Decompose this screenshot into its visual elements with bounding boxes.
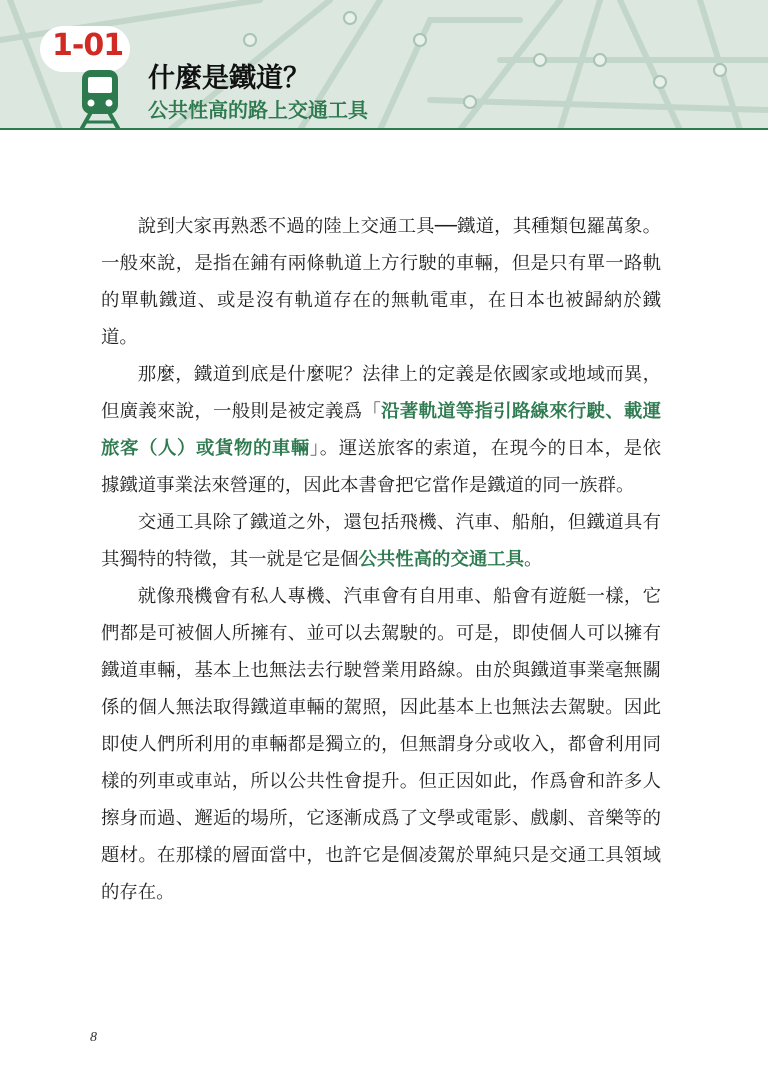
paragraph-4: 就像飛機會有私人專機、汽車會有自用車、船會有遊艇一樣，它們都是可被個人所擁有、並可以去駕駛的。可是，即使個人可以擁有鐵道車輛，基本上也無法去行駛營業用路線。由於與鐵道事業毫無關係的個人無法取得鐵道車輛的駕照，因此基本上也無法去駕駛。因此即使人們所利用的車輛都是獨立的，但無謂身分或收入，都會利用同樣的列車或車站，所以公共性會提升。但正因如此，作爲會和許多人擦身而過、邂逅的場所，它逐漸成爲了文學或電影、戲劇、音樂等的題材。在那樣的層面當中，也許它是個凌駕於單純只是交通工具領域的存在。 — [101, 586, 661, 903]
chapter-header — [0, 0, 768, 130]
highlight-definition: 沿著軌道等指引路線來行駛、載運旅客（人）或貨物的車輛 — [101, 401, 661, 459]
paragraph-1: 說到大家再熟悉不過的陸上交通工具──鐵道，其種類包羅萬象。一般來說，是指在鋪有兩條軌道上方行駛的車輛，但是只有單一路軌的單軌鐵道、或是沒有軌道存在的無軌電車，在日本也被歸納於鐵道。 — [101, 216, 661, 348]
highlight-public-transport: 公共性高的交通工具 — [358, 549, 525, 570]
paragraph-3 — [101, 504, 661, 578]
paragraph-3-end: 。 — [524, 549, 543, 570]
body-text — [101, 208, 661, 911]
train-icon — [78, 70, 122, 130]
paragraph-3-start: 交通工具除了鐵道之外，還包括飛機、汽車、船舶，但鐵道具有其獨特的特徵，其一就是它是個 — [101, 512, 661, 570]
paragraph-2-start: 那麼，鐵道到底是什麼呢？法律上的定義是依國家或地域而異，但廣義來說，一般則是被定義爲「 — [101, 364, 661, 422]
paragraph-2-end: 」。運送旅客的索道，在現今的日本，是依據鐵道事業法來營運的，因此本書會把它當作是鐵道的同一族群。 — [101, 438, 661, 496]
page-subtitle: 公共性高的路上交通工具 — [148, 98, 368, 122]
page-title: 什麼是鐵道？ — [148, 63, 310, 94]
chapter-number: 1-01 — [52, 28, 124, 63]
page-number: 8 — [90, 1030, 97, 1045]
paragraph-2 — [101, 356, 661, 504]
